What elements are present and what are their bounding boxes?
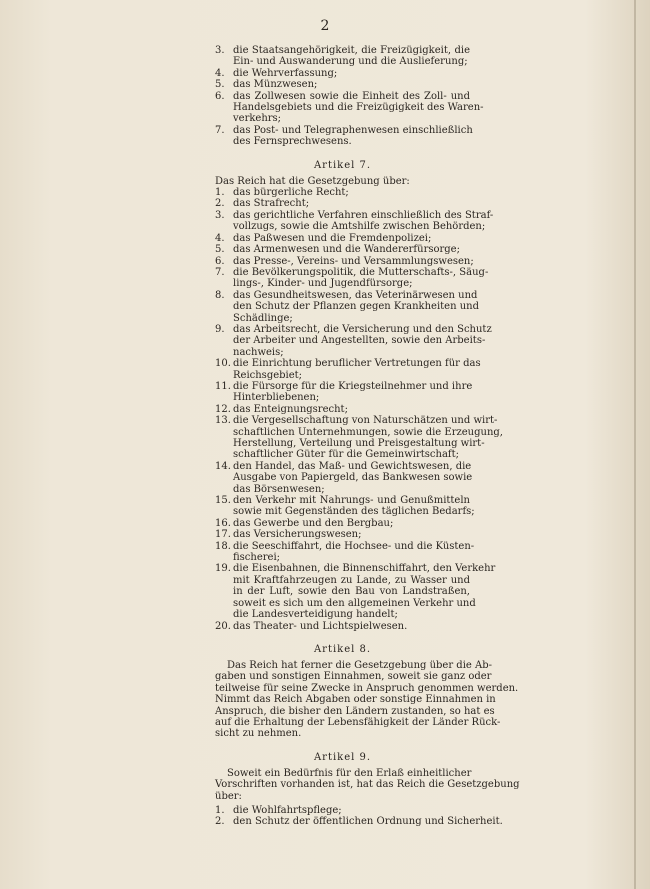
article-8-text — [215, 659, 519, 740]
list-item-text: nachweis; — [233, 346, 284, 358]
list-item-line — [215, 380, 473, 392]
list-item-line — [215, 301, 479, 313]
list-item-line — [215, 392, 470, 403]
list-item-line — [215, 358, 481, 370]
list-item — [215, 45, 470, 68]
list-item-line — [215, 209, 494, 221]
list-item — [215, 404, 470, 415]
list-item-number: 13. — [215, 415, 231, 427]
list-item-line — [215, 91, 470, 102]
list-item-line — [215, 187, 470, 198]
list-item-text: Herstellung, Verteilung und Preisgestaltung wirt- — [233, 438, 485, 449]
list-item-line — [215, 221, 486, 233]
list-item-text: das Gewerbe und den Bergbau; — [233, 517, 394, 529]
list-item-text: des Fernsprechwesens. — [233, 136, 352, 148]
list-item-number: 5. — [215, 79, 225, 91]
paragraph-line: Nimmt das Reich Abgaben oder sonstige Einnahmen in — [215, 694, 496, 706]
document-body — [215, 45, 520, 828]
intro-list — [215, 45, 484, 148]
article-7-list — [215, 187, 503, 632]
list-item-line — [215, 609, 470, 620]
list-item-text: das Münzwesen; — [233, 79, 318, 91]
list-item-line — [215, 113, 470, 124]
list-item-text: den Verkehr mit Nahrungs- und Genußmitteln — [233, 495, 470, 507]
list-item — [215, 209, 494, 233]
list-item-number: 11. — [215, 380, 231, 392]
paragraph-line: auf die Erhaltung der Lebensfähigkeit der Länder Rück- — [215, 716, 501, 728]
list-item-text: das Strafrecht; — [233, 198, 310, 210]
list-item — [215, 621, 470, 632]
list-item-number: 16. — [215, 517, 231, 529]
list-item-line — [215, 563, 496, 575]
list-item — [215, 529, 470, 540]
list-item-text: die Wehrverfassung; — [233, 67, 338, 79]
list-item — [215, 563, 496, 621]
list-item-line — [215, 136, 470, 147]
list-item-text: in der Luft, sowie den Bau von Landstraßen, — [233, 586, 470, 598]
list-item-text: die Eisenbahnen, die Binnenschiffahrt, den Verkehr — [233, 563, 496, 575]
list-item-number: 2. — [215, 198, 225, 210]
list-item-line — [215, 575, 470, 586]
list-item — [215, 323, 492, 358]
article-7-intro: Das Reich hat die Gesetzgebung über: — [215, 175, 410, 187]
list-item-text: die Seeschiffahrt, die Hochsee- und die Küsten- — [233, 540, 475, 552]
list-item-line — [215, 79, 470, 90]
list-item-text: die Wohlfahrtspflege; — [233, 804, 342, 816]
list-item-number: 6. — [215, 90, 225, 102]
list-item-text: sowie mit Gegenständen des täglichen Bedarfs; — [233, 506, 475, 518]
list-item-line — [215, 449, 470, 460]
list-item-line — [215, 102, 484, 114]
list-item-text: schaftlichen Unternehmungen, sowie die Erzeugung, — [233, 426, 503, 438]
list-item-text: das Presse-, Vereins- und Versammlungswesen; — [233, 255, 474, 267]
list-item-text: mit Kraftfahrzeugen zu Lande, zu Wasser und — [233, 574, 470, 586]
list-item-text: verkehrs; — [233, 113, 282, 125]
list-item-number: 17. — [215, 529, 231, 541]
article-9-text — [215, 767, 520, 802]
paragraph-line: Das Reich hat ferner die Gesetzgebung über die Ab- — [227, 659, 493, 671]
list-item-text: Reichsgebiet; — [233, 369, 303, 381]
article-9-list — [215, 804, 503, 828]
list-item-text: das bürgerliche Recht; — [233, 187, 349, 199]
list-item-text: das Versicherungswesen; — [233, 529, 362, 541]
list-item-line — [215, 552, 470, 563]
list-item-line — [215, 495, 470, 506]
list-item-line — [215, 233, 470, 244]
list-item-text: die Fürsorge für die Kriegsteilnehmer und ihre — [233, 380, 473, 392]
list-item-number: 4. — [215, 232, 225, 244]
list-item-line — [215, 289, 478, 301]
paragraph-line: gaben und sonstigen Einnahmen, soweit sie ganz oder — [215, 671, 492, 683]
paragraph-line: Vorschriften vorhanden ist, hat das Reich die Gesetzgebung — [215, 779, 520, 791]
list-item-line — [215, 438, 485, 449]
list-item-number: 7. — [215, 124, 225, 136]
list-item-text: schaftlicher Güter für die Gemeinwirtschaft; — [233, 449, 460, 461]
list-item-line — [215, 426, 503, 438]
list-item-line — [215, 529, 470, 540]
list-item-text: die Vergesellschaftung von Naturschätzen und wirt- — [233, 415, 498, 427]
list-item-number: 19. — [215, 563, 231, 575]
list-item-number: 14. — [215, 460, 231, 472]
list-item — [215, 233, 470, 244]
list-item-number: 9. — [215, 323, 225, 335]
list-item-line — [215, 198, 470, 209]
list-item-line — [215, 370, 470, 381]
list-item-text: vollzugs, sowie die Amtshilfe zwischen Behörden; — [233, 221, 486, 233]
list-item — [215, 68, 470, 79]
list-item-text: das Gesundheitswesen, das Veterinärwesen und — [233, 289, 478, 301]
list-item-line — [215, 415, 498, 427]
list-item-text: das Post- und Telegraphenwesen einschließlich — [233, 124, 473, 136]
list-item-line — [215, 347, 470, 358]
paragraph-line: sicht zu nehmen. — [215, 728, 302, 740]
list-item-line — [215, 313, 470, 324]
paragraph-line: Anspruch, die bisher den Ländern zustanden, so hat es — [215, 705, 495, 717]
list-item-line — [215, 124, 473, 136]
list-item-line — [215, 484, 470, 495]
list-item-text: der Arbeiter und Angestellten, sowie den Arbeits- — [233, 335, 486, 347]
list-item-line — [215, 244, 470, 255]
list-item-number: 5. — [215, 244, 225, 256]
list-item-line — [215, 816, 503, 828]
list-item — [215, 518, 470, 529]
list-item-text: die Einrichtung beruflicher Vertretungen für das — [233, 358, 481, 370]
list-item-line — [215, 518, 470, 529]
page-number: 2 — [320, 18, 330, 34]
list-item-line — [215, 255, 474, 267]
list-item-text: das gerichtliche Verfahren einschließlich des Straf- — [233, 209, 494, 221]
list-item — [215, 255, 474, 267]
list-item-number: 18. — [215, 540, 231, 552]
list-item-text: Schädlinge; — [233, 312, 293, 324]
list-item-line — [215, 461, 470, 472]
article-8-heading: Artikel 8. — [313, 643, 372, 655]
list-item-text: Ein- und Auswanderung und die Auslieferung; — [233, 56, 468, 68]
list-item-number: 7. — [215, 266, 225, 278]
list-item-line — [215, 597, 476, 609]
list-item — [215, 266, 489, 290]
list-item-text: das Enteignungsrecht; — [233, 403, 348, 415]
list-item-text: das Theater- und Lichtspielwesen. — [233, 620, 408, 632]
list-item — [215, 79, 470, 90]
list-item-text: Ausgabe von Papiergeld, das Bankwesen sowie — [233, 472, 473, 484]
article-7-heading: Artikel 7. — [313, 159, 372, 171]
list-item — [215, 495, 475, 518]
list-item-line — [215, 540, 475, 552]
list-item-text: das Börsenwesen; — [233, 483, 325, 495]
list-item-number: 2. — [215, 816, 225, 828]
paragraph-line: teilweise für seine Zwecke in Anspruch genommen werden. — [215, 682, 519, 694]
list-item-line — [215, 506, 475, 518]
list-item — [215, 90, 484, 125]
list-item — [215, 380, 473, 404]
list-item-line — [215, 805, 470, 816]
list-item-line — [215, 335, 486, 347]
list-item-line — [215, 323, 492, 335]
list-item — [215, 805, 470, 816]
list-item-line — [215, 68, 470, 79]
list-item-text: den Schutz der Pflanzen gegen Krankheiten und — [233, 301, 479, 313]
list-item-text: lings-, Kinder- und Jugendfürsorge; — [233, 278, 413, 290]
list-item-line — [215, 56, 470, 67]
list-item — [215, 124, 473, 148]
list-item-number: 20. — [215, 620, 231, 632]
list-item — [215, 198, 470, 209]
list-item-text: die Landesverteidigung handelt; — [233, 609, 398, 621]
list-item — [215, 358, 481, 381]
list-item-line — [215, 278, 470, 289]
list-item — [215, 460, 473, 495]
list-item-text: soweit es sich um den allgemeinen Verkehr und — [233, 597, 476, 609]
list-item — [215, 244, 470, 255]
list-item-number: 6. — [215, 255, 225, 267]
list-item-text: den Handel, das Maß- und Gewichtswesen, die — [233, 460, 472, 472]
list-item-number: 3. — [215, 45, 225, 56]
list-item-line — [215, 404, 470, 415]
list-item-text: Hinterbliebenen; — [233, 392, 320, 404]
list-item-text: das Zollwesen sowie die Einheit des Zoll- und — [233, 90, 470, 102]
list-item-text: die Bevölkerungspolitik, die Mutterschafts-, Säug- — [233, 266, 489, 278]
list-item — [215, 415, 503, 461]
list-item-number: 12. — [215, 403, 231, 415]
list-item-line — [215, 266, 489, 278]
list-item — [215, 289, 479, 324]
list-item-number: 15. — [215, 495, 231, 507]
list-item-line — [215, 621, 470, 632]
list-item-line — [215, 472, 473, 484]
list-item-text: den Schutz der öffentlichen Ordnung und Sicherheit. — [233, 816, 503, 828]
list-item-number: 1. — [215, 187, 225, 199]
list-item-line — [215, 586, 470, 597]
list-item-number: 4. — [215, 67, 225, 79]
list-item-number: 10. — [215, 358, 231, 370]
list-item-text: fischerei; — [233, 552, 281, 564]
paragraph-line: über: — [215, 790, 242, 802]
list-item-text: das Armenwesen und die Wandererfürsorge; — [233, 244, 460, 256]
list-item-number: 1. — [215, 804, 225, 816]
list-item-text: die Staatsangehörigkeit, die Freizügigkeit, die — [233, 45, 470, 56]
list-item-text: das Arbeitsrecht, die Versicherung und den Schutz — [233, 323, 492, 335]
list-item — [215, 816, 503, 828]
page-binding-edge — [634, 0, 636, 889]
list-item-text: Handelsgebiets und die Freizügigkeit des Waren- — [233, 102, 484, 114]
list-item-text: das Paßwesen und die Fremdenpolizei; — [233, 232, 432, 244]
list-item-number: 3. — [215, 209, 225, 221]
paragraph-line: Soweit ein Bedürfnis für den Erlaß einheitlicher — [227, 767, 472, 779]
article-9-heading: Artikel 9. — [313, 751, 372, 763]
list-item-number: 8. — [215, 289, 225, 301]
list-item-line — [215, 45, 470, 56]
list-item — [215, 187, 470, 198]
list-item — [215, 540, 475, 564]
